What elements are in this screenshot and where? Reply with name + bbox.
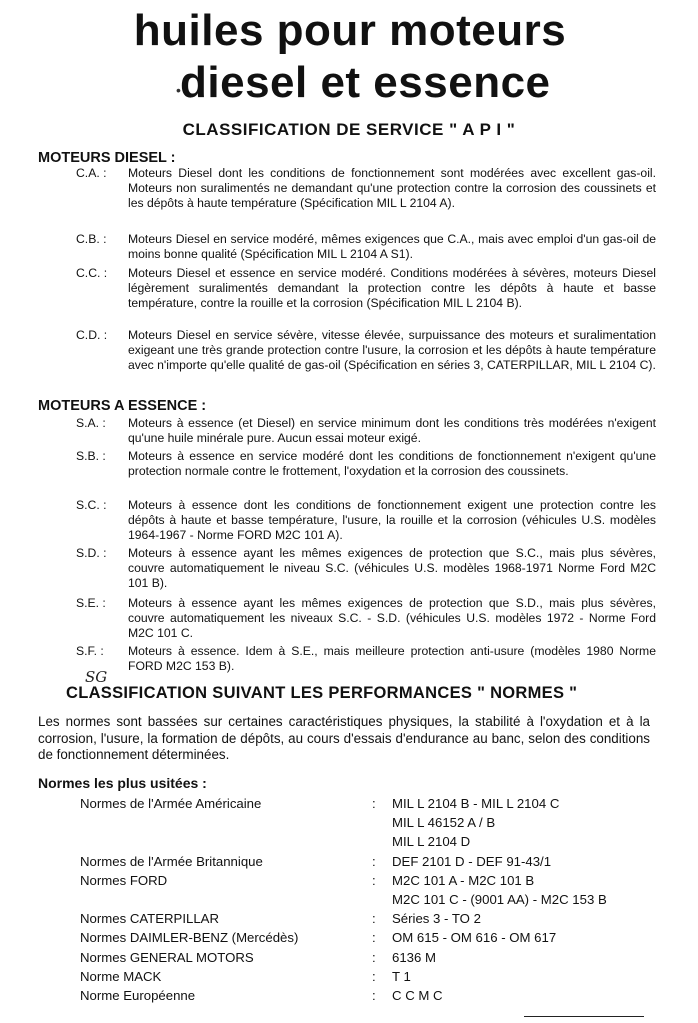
entry-se [76, 596, 656, 642]
normes-colon: : [372, 796, 376, 811]
title-line-2: diesel et essence [180, 58, 551, 107]
normes-colon: : [372, 853, 376, 869]
normes-row [0, 930, 698, 949]
entry-code: S.F. : [76, 644, 104, 658]
normes-paragraph: Les normes sont bassées sur certaines caractéristiques physiques, la stabilité à l'oxydation et à la corrosion, l'usure, la formation de dépôts, au cours d'essais d'endurance au banc, selon des conditions de fonctionnement déterminées. [38, 714, 650, 763]
essence-heading: MOTEURS A ESSENCE : [38, 398, 207, 414]
normes-value: M2C 101 C - (9001 AA) - M2C 153 B [392, 891, 607, 907]
entry-code: C.C. : [76, 266, 108, 280]
normes-org: Normes de l'Armée Britannique [80, 853, 263, 869]
scan-mark: • [176, 82, 181, 98]
handwritten-note: SG [85, 668, 108, 686]
entry-sd [76, 546, 656, 592]
normes-row [0, 815, 698, 834]
entry-code: S.D. : [76, 546, 107, 560]
normes-colon: : [372, 949, 376, 965]
entry-cb [76, 232, 656, 262]
normes-value: MIL L 46152 A / B [392, 815, 496, 831]
entry-text: Moteurs Diesel en service modéré, mêmes exigences que C.A., mais avec emploi d'un gas-oil de moins bonne qualité (Spécification MIL L 2104 A S1). [128, 232, 656, 262]
normes-value: 6136 M [392, 949, 436, 965]
bottom-rule [524, 1016, 644, 1017]
entry-ca [76, 166, 656, 212]
entry-text: Moteurs Diesel en service sévère, vitesse élevée, surpuissance des moteurs et suralimentation exigeant une très grande protection contre l'usure, la corrosion et les dépôts à haute température avec n'importe qu'elle qualité de gas-oil (Spécification en séries 3, CATERPILLAR, MIL L 2104 C). [128, 328, 656, 373]
normes-org: Normes CATERPILLAR [80, 911, 219, 927]
entry-text: Moteurs à essence dont les conditions de fonctionnement exigent une protection contre les dépôts à haute et basse température, l'usure, la rouille et la corrosion (véhicules U.S. modèles 1964-1967 - Norme FORD M2C 101 A). [128, 498, 656, 543]
entry-text: Moteurs Diesel et essence en service modéré. Conditions modérées à sévères, moteurs Diesel légèrement suralimentés demandant la protection contre les dépôts à haute et basse température, contre la rouille et la corrosion (Spécification MIL L 2104 B). [128, 266, 656, 311]
entry-code: S.C. : [76, 498, 107, 512]
entry-sf [76, 644, 656, 674]
entry-cd [76, 328, 656, 374]
entry-code: S.B. : [76, 449, 106, 463]
normes-row [0, 796, 698, 815]
normes-row [0, 854, 698, 873]
normes-row [0, 873, 698, 892]
normes-value: OM 615 - OM 616 - OM 617 [392, 930, 557, 946]
normes-row [0, 834, 698, 853]
normes-value: M2C 101 A - M2C 101 B [392, 872, 535, 888]
entry-text: Moteurs à essence en service modéré dont les conditions de fonctionnement n'exigent qu'une protection normale contre le frottement, l'oxydation et la corrosion des coussinets. [128, 449, 656, 479]
entry-code: C.B. : [76, 232, 107, 246]
normes-org: Normes de l'Armée Américaine [80, 796, 262, 811]
normes-table [0, 796, 698, 1007]
normes-row [0, 969, 698, 988]
normes-org: Normes DAIMLER-BENZ (Mercédès) [80, 930, 299, 946]
entry-sb [76, 449, 656, 479]
normes-value: DEF 2101 D - DEF 91-43/1 [392, 853, 552, 869]
entry-code: S.A. : [76, 416, 106, 430]
title-line-1: huiles pour moteurs [133, 6, 567, 55]
entry-code: C.D. : [76, 328, 108, 342]
normes-classification-heading: CLASSIFICATION SUIVANT LES PERFORMANCES " NORMES " [66, 684, 578, 702]
normes-row [0, 950, 698, 969]
normes-colon: : [372, 872, 376, 888]
normes-value: MIL L 2104 B - MIL L 2104 C [392, 796, 560, 811]
api-classification-heading: CLASSIFICATION DE SERVICE " A P I " [182, 120, 516, 139]
normes-value: T 1 [392, 968, 411, 984]
normes-colon: : [372, 987, 376, 1003]
normes-colon: : [372, 911, 376, 927]
normes-row [0, 988, 698, 1007]
entry-sa [76, 416, 656, 446]
normes-value: MIL L 2104 D [392, 834, 471, 850]
entry-code: S.E. : [76, 596, 106, 610]
entry-code: C.A. : [76, 166, 107, 180]
normes-value: Séries 3 - TO 2 [392, 911, 481, 927]
diesel-heading: MOTEURS DIESEL : [38, 150, 176, 166]
entry-sc [76, 498, 656, 544]
normes-org: Normes FORD [80, 872, 168, 888]
normes-org: Normes GENERAL MOTORS [80, 949, 254, 965]
normes-value: C C M C [392, 987, 443, 1003]
normes-row [0, 911, 698, 930]
entry-text: Moteurs à essence ayant les mêmes exigences de protection que S.C., mais plus sévères, couvre automatiquement le niveau S.C. (véhicules U.S. modèles 1968-1971 Norme Ford M2C 101 B). [128, 546, 656, 591]
normes-org: Norme Européenne [80, 987, 196, 1003]
entry-text: Moteurs à essence. Idem à S.E., mais meilleure protection anti-usure (modèles 1980 Norme FORD M2C 153 B). [128, 644, 656, 674]
normes-usitees-heading: Normes les plus usitées : [38, 775, 207, 791]
normes-org: Norme MACK [80, 968, 162, 984]
entry-text: Moteurs Diesel dont les conditions de fonctionnement sont modérées avec excellent gas-oil. Moteurs non suralimentés ne demandant qu'une protection contre la corrosion des coussinets et les dépôts à haute température (Spécification MIL L 2104 A). [128, 166, 656, 211]
entry-text: Moteurs à essence ayant les mêmes exigences de protection que S.D., mais plus sévères, couvre automatiquement les niveaux S.C. - S.D. (véhicules U.S. modèles 1972 - Norme Ford M2C 101 C. [128, 596, 656, 641]
entry-text: Moteurs à essence (et Diesel) en service minimum dont les conditions très modérées n'exigent qu'une huile minérale pure. Aucun essai moteur exigé. [128, 416, 656, 446]
normes-row [0, 892, 698, 911]
entry-cc [76, 266, 656, 312]
normes-colon: : [372, 930, 376, 946]
normes-colon: : [372, 968, 376, 984]
